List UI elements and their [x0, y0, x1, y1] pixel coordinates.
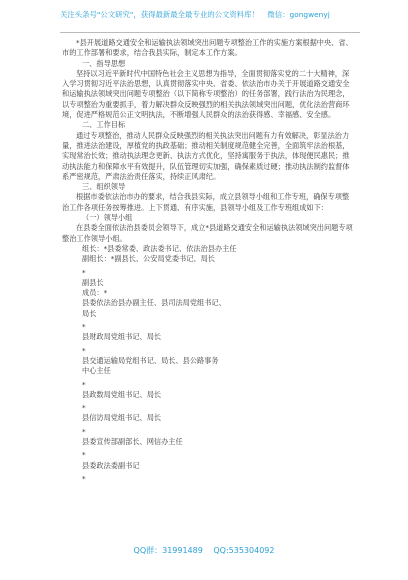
section-2-title: 二、工作目标 [82, 120, 126, 130]
deputy-title: 副县长 [82, 277, 104, 287]
header-divider [60, 32, 360, 33]
member-star: * [82, 345, 86, 355]
section-1-body: 坚持以习近平新时代中国特色社会主义思想为指导，全面贯彻落实党的二十大精神，深入学习贯彻习近平法治思想，认真贯彻落实中央、省委、依法治市办关于开展道路交通安全和运输执法领域突出问题专项整治（以下简称专项整治）的任务部署，践行法治为民理念，以专项整治为重要抓手，着力解决群众反映强烈的相关执法领域突出问题，优化法治营商环境，促进严格规范公正文明执法，不断增强人民群众的法治获得感、幸福感、安全感。 [62, 68, 350, 120]
footer-contact [0, 545, 408, 556]
intro-paragraph: *县开展道路交通安全和运输执法领域突出问题专项整治工作的实施方案根据中央、省、市的工作部署和要求，结合我县实际，制定本工作方案。 [62, 38, 353, 58]
member-star: * [82, 322, 86, 332]
section-3-sub-body: 在县委全面依法治县委员会领导下，成立*县道路交通安全和运输执法领域突出问题专项整治工作领导小组。 [62, 223, 353, 243]
member-5-title: 县信访局党组书记、局长 [82, 413, 162, 423]
section-1-title: 一、指导思想 [82, 58, 126, 68]
member-7-title: 县委政法委副书记 [82, 460, 140, 470]
section-3-body: 根据市委依法治市办的要求，结合我县实际，成立县领导小组和工作专班，确保专项整治工作各项任务按筹推进。上下贯通、有序实施，县领导小组及工作专班组成如下： [62, 192, 350, 212]
member-2-title: 县财政局党组书记、局长 [82, 332, 162, 342]
header-promo-wechat: 微信：gongwenyj [267, 10, 330, 19]
header-banner [60, 10, 390, 20]
footer-qq: QQ:535304092 [213, 546, 275, 555]
section-2-body: 通过专项整治，推动人民群众反映强烈的相关执法突出问题有力有效解决，彰显法治力量，推进法治建设，厚植党的执政基础；推动相关制度规范健全完善，全面筑牢法治根基，实现常治长效；推动执法理念更新、执法方式优化，坚持寓服务于执法，体现便民惠民；推动执法能力和保障水平有效提升，队伍管理切实加强，确保素质过硬；推动执法制约监督体系严密规范，严肃法治责任落实，持续正风肃纪。 [62, 130, 350, 181]
leader-line: 组长：*县委常委、政法委书记、依法治县办主任 [82, 243, 237, 253]
member-6-title: 县委宣传部副部长、网信办主任 [82, 436, 183, 446]
member-1-title: 县委依法治县办副主任、县司法局党组书记、 [82, 298, 226, 308]
member-3-title: 县交通运输局党组书记、局长、县公路事务 [82, 355, 219, 365]
member-star: * [82, 426, 86, 436]
member-4-title: 县政数局党组书记、局长 [82, 389, 162, 399]
member-star: * [82, 379, 86, 389]
document-body [62, 38, 354, 484]
footer-qq-group: QQ群：31991489 [133, 546, 203, 555]
member-star: * [82, 450, 86, 460]
member-star: * [82, 403, 86, 413]
section-3-title: 三、组织领导 [82, 182, 126, 192]
section-3-subtitle: （一）领导小组 [82, 213, 133, 223]
members-label: 成员：* [82, 288, 108, 298]
deputy-name-star: * [82, 267, 86, 277]
member-star: * [82, 473, 86, 483]
deputy-line: 副组长：*副县长、公安局党委书记、局长 [82, 254, 215, 264]
header-promo-text [60, 10, 390, 20]
header-promo-main: 关注头条号"公文研究"，获得最新最全最专业的公文资料库！ [60, 10, 259, 19]
member-1-title-cont: 局长 [82, 308, 97, 318]
member-3-title-cont: 中心主任 [82, 366, 111, 376]
